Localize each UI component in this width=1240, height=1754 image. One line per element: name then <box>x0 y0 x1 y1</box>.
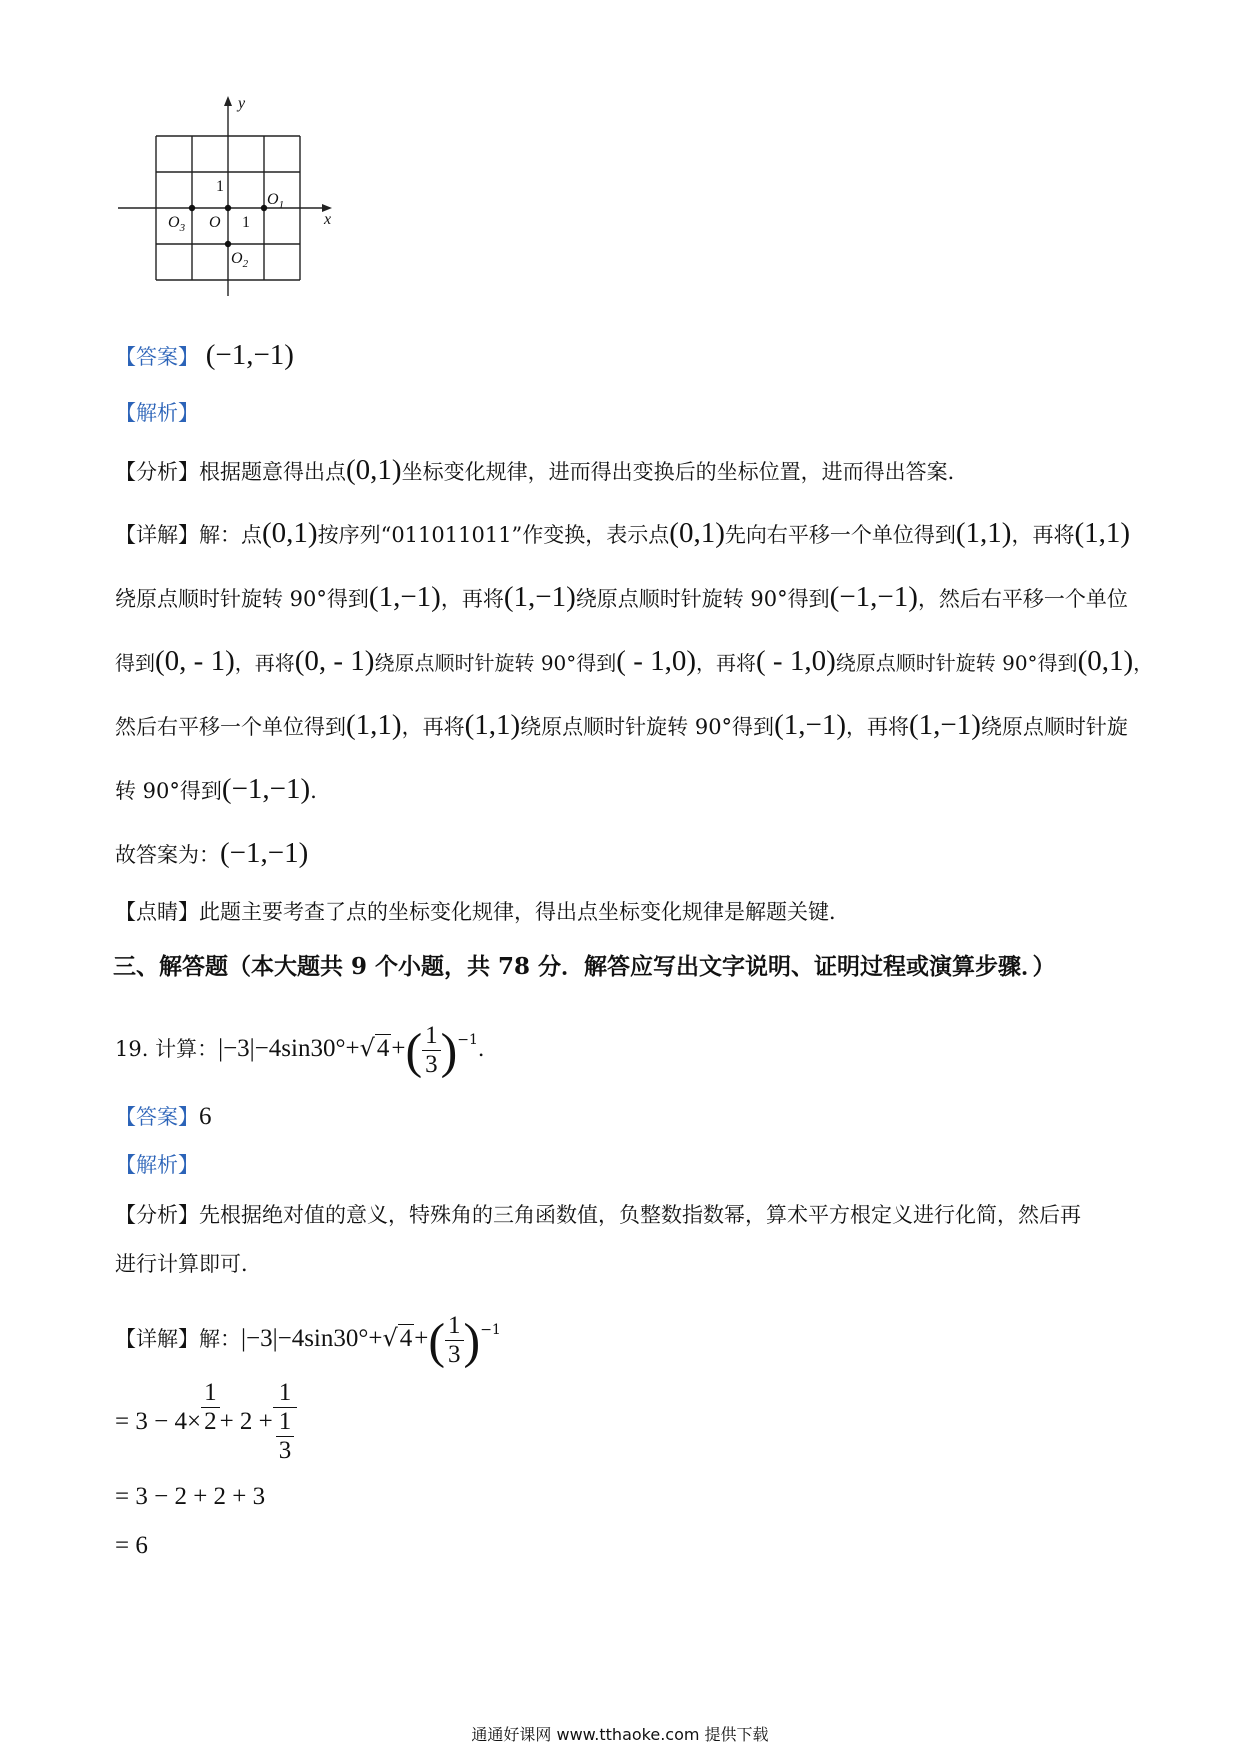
fraction-den <box>273 1409 298 1464</box>
y-axis-arrow <box>224 96 232 106</box>
point: (0, - 1) <box>155 645 235 677</box>
q19-step-1 <box>115 1380 297 1480</box>
q18-dianjing-line <box>115 897 850 927</box>
sqrt-icon: √ <box>359 1034 375 1062</box>
q18-detail-line-1 <box>115 518 1130 550</box>
sqrt-icon: √ <box>382 1324 398 1352</box>
text: 然后右平移一个单位得到 <box>115 715 346 739</box>
tick-label-x-1: 1 <box>242 214 250 231</box>
text: 绕原点顺时针旋转 90°得到 <box>374 651 617 675</box>
text: 先向右平移一个单位得到 <box>724 523 956 547</box>
answer-value: 6 <box>199 1103 212 1130</box>
complex-fraction <box>273 1380 298 1464</box>
dianjing-text: 此题主要考查了点的坐标变化规律，得出点坐标变化规律是解题关键． <box>199 900 850 924</box>
q19-expr-a: |−3|−4sin30°+ <box>218 1035 360 1062</box>
text: 按序列“011011011”作变换，表示点 <box>317 523 670 547</box>
text: 转 90°得到 <box>115 779 222 803</box>
fraction <box>201 1380 220 1435</box>
text: 绕原点顺时针旋转 90°得到 <box>115 587 369 611</box>
fraction-num: 1 <box>278 1408 292 1435</box>
q18-answer-line <box>115 340 294 372</box>
plus: + <box>391 1035 406 1062</box>
point: (1,1) <box>955 517 1012 549</box>
point-O3 <box>189 205 195 211</box>
text: ，再将 <box>234 651 295 675</box>
text: 得到 <box>115 651 155 675</box>
right-paren-icon: ) <box>463 1312 481 1369</box>
text: ， <box>1133 651 1154 675</box>
exponent: −1 <box>480 1322 501 1338</box>
q19-number: 19. 计算： <box>115 1037 219 1061</box>
fenxi-tag: 【分析】 <box>115 460 199 484</box>
fraction-num: 1 <box>278 1379 292 1406</box>
answer-tag: 【答案】 <box>115 1105 199 1129</box>
exponent: −1 <box>457 1032 478 1048</box>
text: ，再将 <box>401 715 465 739</box>
fenxi-point: (0,1) <box>346 454 402 486</box>
fraction <box>445 1313 464 1368</box>
text: 绕原点顺时针旋转 90°得到 <box>520 715 775 739</box>
point: (−1,−1) <box>221 773 311 805</box>
q19-step-2: = 3 − 2 + 2 + 3 <box>115 1483 266 1510</box>
point: (0,1) <box>669 517 725 549</box>
point: (1,1) <box>464 709 521 741</box>
text: 绕原点顺时针旋转 90°得到 <box>835 651 1078 675</box>
y-axis-label: y <box>238 96 246 112</box>
analysis-tag: 【解析】 <box>115 401 199 425</box>
q18-analysis-heading <box>115 398 199 428</box>
q19-question-line <box>115 1018 499 1078</box>
label-O2: $O_2$ <box>231 250 249 270</box>
point: (1,−1) <box>774 709 846 741</box>
text: ，再将 <box>1011 523 1075 547</box>
inner-fraction <box>276 1409 295 1464</box>
fenxi-text-a: 根据题意得出点 <box>199 460 346 484</box>
point: (0,1) <box>1077 645 1134 677</box>
fraction-num: 1 <box>425 1022 438 1049</box>
q18-final-answer-line <box>115 838 308 870</box>
q19-fenxi-line-2 <box>115 1249 262 1279</box>
q19-fenxi-line-1 <box>115 1200 1081 1230</box>
period: ． <box>477 1037 499 1061</box>
q19-detail-line <box>115 1308 501 1368</box>
text: ． <box>310 779 332 803</box>
point-O <box>225 205 231 211</box>
answer-value: (−1,−1) <box>205 339 294 371</box>
label-O1: $O_1$ <box>267 191 285 211</box>
label-O: O <box>209 214 221 231</box>
left-paren-icon: ( <box>428 1312 446 1369</box>
expr: |−3|−4sin30°+ <box>241 1325 383 1352</box>
coordinate-grid-figure <box>110 96 370 306</box>
fenxi-text-b: 坐标变化规律，进而得出变换后的坐标位置，进而得出答案． <box>401 460 969 484</box>
point: (1,1) <box>346 709 402 741</box>
point: ( - 1,0) <box>756 645 836 677</box>
point: (0,1) <box>262 517 318 549</box>
right-paren-icon: ) <box>440 1022 458 1079</box>
step-text: + 2 + <box>219 1408 273 1435</box>
detail-tag: 【详解】 <box>115 1327 199 1351</box>
point: (0, - 1) <box>294 645 375 677</box>
fraction-num: 1 <box>448 1312 461 1339</box>
fraction <box>422 1023 441 1078</box>
answer-tag: 【答案】 <box>115 345 199 369</box>
fraction-den: 3 <box>278 1437 292 1464</box>
plus: + <box>414 1325 429 1352</box>
fraction-num: 1 <box>204 1379 217 1406</box>
text: 故答案为： <box>115 843 220 867</box>
fraction-den: 2 <box>204 1408 217 1435</box>
point: (1,1) <box>1074 517 1131 549</box>
q18-detail-line-4 <box>115 710 1128 742</box>
point-O2 <box>225 241 231 247</box>
point: (1,−1) <box>368 581 441 613</box>
fraction-den: 3 <box>425 1051 438 1078</box>
point: ( - 1,0) <box>616 645 697 677</box>
footer-text: 通通好课网 www.tthaoke.com 提供下载 <box>471 1725 769 1744</box>
dianjing-tag: 【点睛】 <box>115 900 199 924</box>
text: ，再将 <box>845 715 909 739</box>
left-paren-icon: ( <box>405 1022 423 1079</box>
text: 绕原点顺时针旋 <box>980 715 1128 739</box>
point: (1,−1) <box>908 709 981 741</box>
fraction-den: 3 <box>448 1341 461 1368</box>
label-O3: $O_3$ <box>168 214 186 234</box>
point: (−1,−1) <box>220 837 309 869</box>
text: ，然后右平移一个单位 <box>917 587 1128 611</box>
point: (1,−1) <box>503 581 576 613</box>
text: ，再将 <box>440 587 504 611</box>
x-axis-label: x <box>324 211 332 228</box>
q18-detail-line-3 <box>115 646 1153 678</box>
point: (−1,−1) <box>829 581 918 613</box>
sqrt-arg: 4 <box>399 1325 413 1352</box>
section-title: 三、解答题（本大题共 9 个小题，共 78 分．解答应写出文字说明、证明过程或演算步骤．） <box>113 953 1056 980</box>
q18-fenxi-line <box>115 455 969 487</box>
step-text: = 3 − 4× <box>115 1408 202 1435</box>
text: 解： <box>199 1327 241 1351</box>
detail-tag: 【详解】 <box>115 523 199 547</box>
analysis-tag: 【解析】 <box>115 1153 199 1177</box>
sqrt-arg: 4 <box>376 1035 390 1062</box>
fenxi-tag: 【分析】 <box>115 1203 199 1227</box>
tick-label-y-1: 1 <box>216 178 224 195</box>
text: 绕原点顺时针旋转 90°得到 <box>575 587 830 611</box>
q19-step-3: = 6 <box>115 1532 148 1559</box>
q18-detail-line-2 <box>115 582 1128 614</box>
fenxi-text: 进行计算即可． <box>115 1252 262 1276</box>
text: ，再将 <box>696 651 757 675</box>
q19-analysis-heading <box>115 1150 199 1180</box>
fenxi-text: 先根据绝对值的意义，特殊角的三角函数值，负整数指数幂，算术平方根定义进行化简，然后再 <box>199 1203 1081 1227</box>
q19-answer-line <box>115 1102 212 1132</box>
q18-detail-line-5 <box>115 774 331 806</box>
text: 解：点 <box>199 523 262 547</box>
